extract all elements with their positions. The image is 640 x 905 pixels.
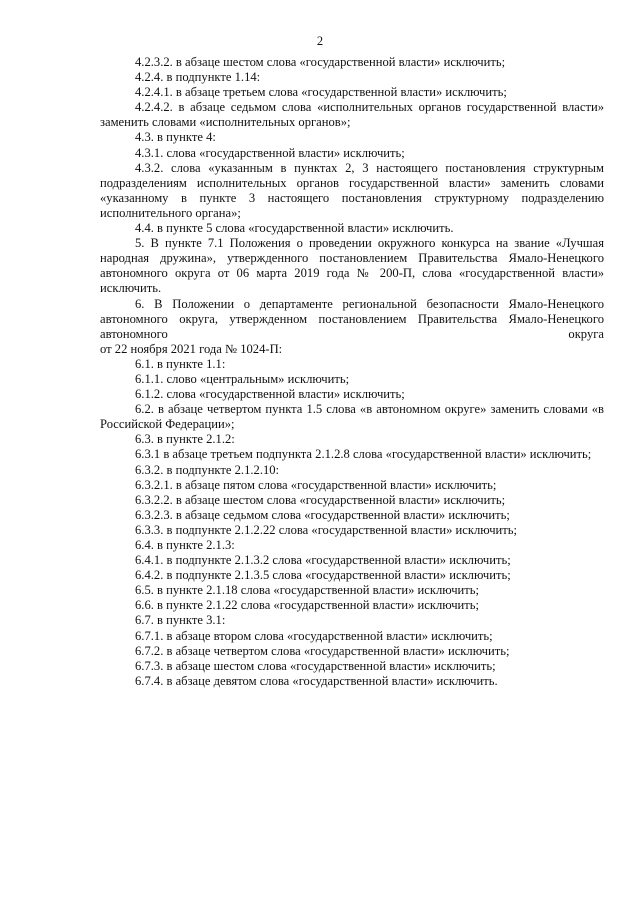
page-number: 2: [316, 34, 324, 48]
paragraph: 4.3.1. слова «государственной власти» исключить;: [135, 145, 405, 160]
paragraph: 6.1. в пункте 1.1:: [135, 356, 226, 371]
paragraph: 6.3. в пункте 2.1.2:: [135, 432, 235, 447]
paragraph: 6.7. в пункте 3.1:: [135, 613, 226, 628]
paragraph: 6.4.1. в подпункте 2.1.3.2 слова «государственной власти» исключить;: [135, 553, 511, 568]
paragraph: 6.4. в пункте 2.1.3:: [135, 538, 235, 552]
paragraph: 4.2.3.2. в абзаце шестом слова «государственной власти» исключить;: [135, 55, 506, 69]
paragraph: 6.1.2. слова «государственной власти» исключить;: [135, 387, 405, 402]
paragraph: 4.2.4. в подпункте 1.14:: [135, 70, 261, 85]
paragraph: 6.6. в пункте 2.1.22 слова «государственной власти» исключить;: [135, 598, 480, 613]
paragraph: 6. В Положении о департаменте региональной безопасности Ямало-Ненецкого автономного округа, утвержденном постановлением Правительства Ямало-Ненецкого автономного округа: [100, 296, 604, 341]
paragraph: 6.3.1 в абзаце третьем подпункта 2.1.2.8 слова «государственной власти» исключить;: [135, 447, 592, 462]
paragraph: 4.2.4.1. в абзаце третьем слова «государственной власти» исключить;: [135, 85, 507, 100]
paragraph: 4.3.2. слова «указанным в пунктах 2, 3 настоящего постановления структурным подразделениям исполнительных органов государственной власти» заменить словами «указанному в пункте 3 настоящего постановления структурному подразделению исполнительного органа»;: [100, 160, 604, 220]
paragraph: 4.2.4.2. в абзаце седьмом слова «исполнительных органов государственной власти» заменить словами «исполнительных органов»;: [100, 100, 604, 130]
document-body: [100, 55, 604, 689]
paragraph: 6.3.2.2. в абзаце шестом слова «государственной власти» исключить;: [135, 492, 506, 507]
paragraph: 6.5. в пункте 2.1.18 слова «государственной власти» исключить;: [135, 583, 480, 598]
paragraph: 6.3.2. в подпункте 2.1.2.10:: [135, 462, 280, 477]
paragraph: 6.3.2.1. в абзаце пятом слова «государственной власти» исключить;: [135, 477, 497, 492]
paragraph: 6.7.1. в абзаце втором слова «государственной власти» исключить;: [135, 628, 493, 643]
paragraph: 4.4. в пункте 5 слова «государственной власти» исключить.: [135, 221, 454, 236]
paragraph: 4.3. в пункте 4:: [135, 130, 216, 145]
paragraph: 6.1.1. слово «центральным» исключить;: [135, 371, 350, 386]
paragraph: 6.7.4. в абзаце девятом слова «государственной власти» исключить.: [135, 673, 498, 688]
paragraph: 5. В пункте 7.1 Положения о проведении окружного конкурса на звание «Лучшая народная дружина», утвержденного постановлением Правительства Ямало-Ненецкого автономного округа от 06 марта 2019 года № 200-П, слова «государственной власти» исключить.: [100, 236, 604, 296]
paragraph: 6.4.2. в подпункте 2.1.3.5 слова «государственной власти» исключить;: [135, 568, 511, 583]
paragraph: 6.2. в абзаце четвертом пункта 1.5 слова «в автономном округе» заменить словами «в Российской Федерации»;: [100, 402, 604, 432]
paragraph: от 22 ноября 2021 года № 1024-П:: [100, 341, 283, 356]
paragraph: 6.7.2. в абзаце четвертом слова «государственной власти» исключить;: [135, 643, 510, 658]
paragraph: 6.3.3. в подпункте 2.1.2.22 слова «государственной власти» исключить;: [135, 522, 518, 537]
paragraph: 6.3.2.3. в абзаце седьмом слова «государственной власти» исключить;: [135, 507, 510, 522]
paragraph: 6.7.3. в абзаце шестом слова «государственной власти» исключить;: [135, 658, 496, 673]
